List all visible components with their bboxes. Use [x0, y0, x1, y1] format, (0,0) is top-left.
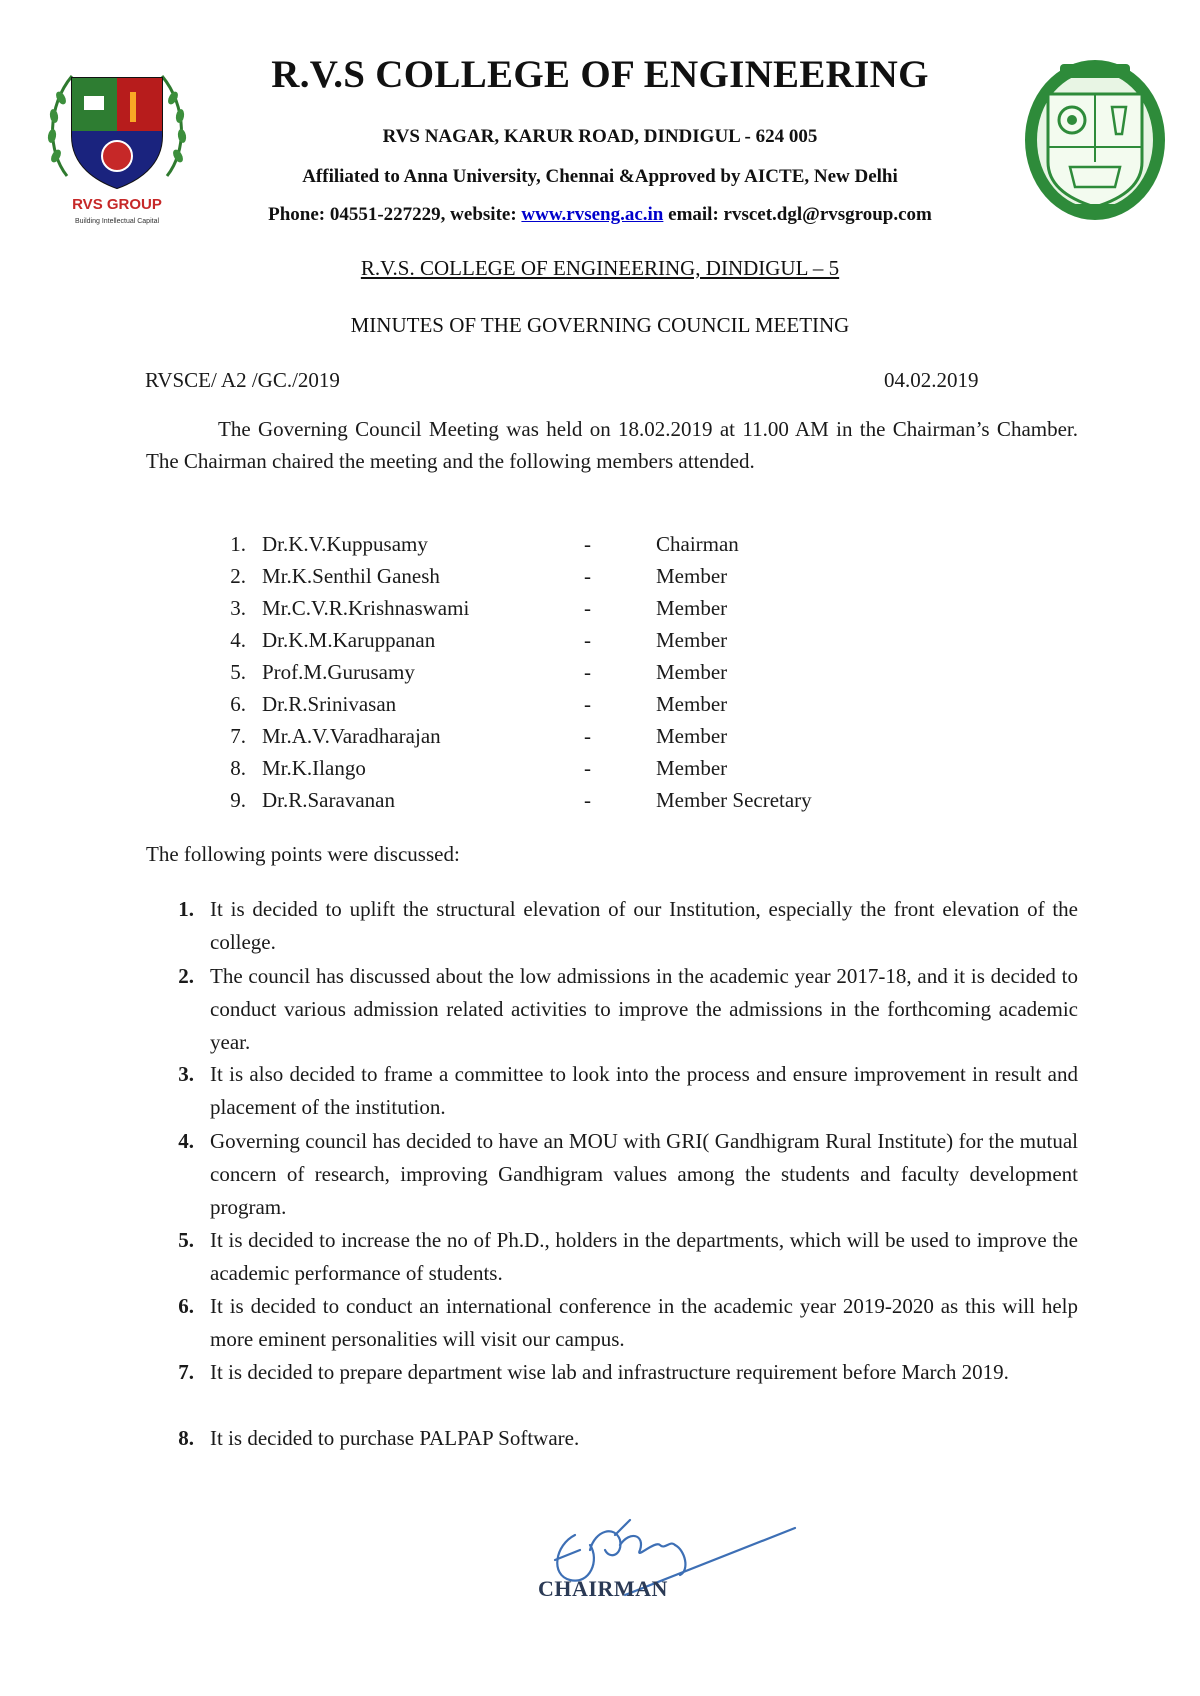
point-number: 2. [178, 964, 194, 988]
document-date: 04.02.2019 [884, 368, 979, 392]
college-affiliation: Affiliated to Anna University, Chennai &Approved by AICTE, New Delhi [302, 166, 898, 187]
member-dash: - [584, 628, 591, 652]
sub-heading: R.V.S. COLLEGE OF ENGINEERING, DINDIGUL – 5 [360, 256, 840, 280]
member-role: Member [656, 628, 728, 652]
phone-text: Phone: 04551-227229, website: [268, 204, 522, 225]
reference-number: RVSCE/ A2 /GC./2019 [145, 368, 340, 392]
point-number: 4. [178, 1129, 194, 1153]
member-dash: - [584, 564, 591, 588]
member-dash: - [584, 596, 591, 620]
member-row [0, 788, 1200, 820]
document-title: MINUTES OF THE GOVERNING COUNCIL MEETING [350, 313, 850, 337]
website-link[interactable]: www.rvseng.ac.in [521, 204, 664, 225]
member-name: Mr.K.Senthil Ganesh [262, 564, 440, 588]
member-row [0, 724, 1200, 756]
point-text: It is decided to uplift the structural elevation of our Institution, especially the front elevation of the college. [210, 897, 1078, 954]
point-text: The council has discussed about the low admissions in the academic year 2017-18, and it is decided to conduct various admission related activities to improve the admissions in the forthcoming academic year. [210, 964, 1078, 1054]
member-name: Prof.M.Gurusamy [262, 660, 415, 684]
point-number: 7. [178, 1360, 194, 1384]
point-text: It is decided to purchase PALPAP Software. [210, 1426, 580, 1450]
member-dash: - [584, 788, 591, 812]
point-text: It is decided to prepare department wise lab and infrastructure requirement before March 2019. [210, 1360, 1009, 1384]
college-contact [0, 204, 1200, 226]
point-number: 8. [178, 1426, 194, 1450]
member-dash: - [584, 692, 591, 716]
member-number: 5. [230, 660, 246, 684]
member-number: 7. [230, 724, 246, 748]
member-row [0, 532, 1200, 564]
point-number: 1. [178, 897, 194, 921]
logo-left-text: RVS GROUP [72, 196, 162, 213]
signature-title: CHAIRMAN [538, 1576, 668, 1601]
member-role: Member Secretary [656, 788, 812, 812]
member-name: Dr.R.Saravanan [262, 788, 395, 812]
member-row [0, 596, 1200, 628]
point-text: It is decided to conduct an international conference in the academic year 2019-2020 as this will help more eminent personalities will visit our campus. [210, 1294, 1078, 1351]
point-number: 6. [178, 1294, 194, 1318]
email-text: email: rvscet.dgl@rvsgroup.com [663, 204, 932, 225]
member-name: Dr.K.V.Kuppusamy [262, 532, 428, 556]
member-number: 9. [230, 788, 246, 812]
point-number: 5. [178, 1228, 194, 1252]
member-row [0, 628, 1200, 660]
point-text: Governing council has decided to have an MOU with GRI( Gandhigram Rural Institute) for the mutual concern of research, improving Gandhigram values among the students and faculty development program. [210, 1129, 1078, 1219]
point-number: 3. [178, 1062, 194, 1086]
point-text: It is also decided to frame a committee to look into the process and ensure improvement in result and placement of the institution. [210, 1062, 1078, 1119]
member-dash: - [584, 756, 591, 780]
member-row [0, 756, 1200, 788]
member-row [0, 660, 1200, 692]
member-role: Member [656, 756, 728, 780]
member-role: Chairman [656, 532, 739, 556]
member-row [0, 692, 1200, 724]
college-address: RVS NAGAR, KARUR ROAD, DINDIGUL - 624 005 [382, 126, 818, 147]
member-role: Member [656, 564, 728, 588]
member-number: 1. [230, 532, 246, 556]
member-name: Mr.C.V.R.Krishnaswami [262, 596, 470, 620]
member-name: Mr.K.Ilango [262, 756, 366, 780]
member-dash: - [584, 660, 591, 684]
member-number: 2. [230, 564, 246, 588]
point-text: It is decided to increase the no of Ph.D., holders in the departments, which will be used to improve the academic performance of students. [210, 1228, 1078, 1285]
member-name: Mr.A.V.Varadharajan [262, 724, 441, 748]
member-number: 4. [230, 628, 246, 652]
discussed-heading: The following points were discussed: [146, 842, 460, 866]
member-dash: - [584, 724, 591, 748]
member-role: Member [656, 692, 728, 716]
member-name: Dr.R.Srinivasan [262, 692, 397, 716]
intro-paragraph: The Governing Council Meeting was held on 18.02.2019 at 11.00 AM in the Chairman’s Chamber. The Chairman chaired the meeting and the following members attended. [146, 417, 1078, 473]
college-name: R.V.S COLLEGE OF ENGINEERING [271, 53, 929, 96]
member-number: 3. [230, 596, 246, 620]
member-number: 6. [230, 692, 246, 716]
member-role: Member [656, 724, 728, 748]
member-number: 8. [230, 756, 246, 780]
logo-left-tagline: Building Intellectual Capital [74, 218, 160, 225]
member-name: Dr.K.M.Karuppanan [262, 628, 436, 652]
member-dash: - [584, 532, 591, 556]
member-row [0, 564, 1200, 596]
member-role: Member [656, 660, 728, 684]
member-role: Member [656, 596, 728, 620]
